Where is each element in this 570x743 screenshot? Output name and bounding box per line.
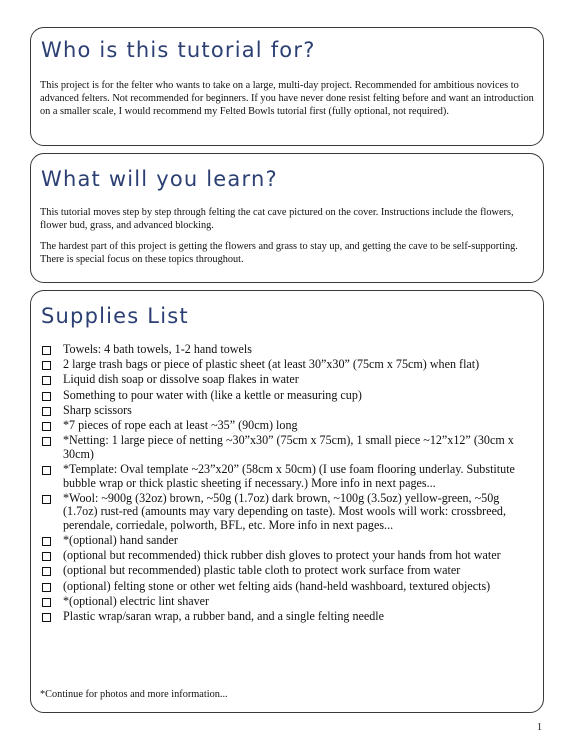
supply-item-text: Something to pour water with (like a kettle or measuring cup) — [63, 387, 362, 402]
intro-paragraph: This project is for the felter who wants to take on a large, multi-day project. Recommended for ambitious novices to advanced felters. Not recommended for beginners. If you have never done resist felting before and want an introduction on a smaller scale, I would recommend my Felted Bowls tutorial first (fully optional, not required). — [40, 80, 534, 117]
checkbox-icon — [42, 583, 51, 592]
intro-section — [30, 27, 544, 146]
supply-item — [41, 580, 535, 594]
learn-heading: What will you learn? — [41, 167, 278, 191]
page-number: 1 — [537, 722, 542, 733]
supply-item-text: *7 pieces of rope each at least ~35” (90cm) long — [63, 417, 298, 432]
supply-item-text: (optional) felting stone or other wet felting aids (hand-held washboard, textured objects) — [63, 578, 491, 593]
learn-paragraph-1: This tutorial moves step by step through felting the cat cave pictured on the cover. Instructions include the flowers, flower bud, grass, and advanced blocking. — [40, 207, 514, 231]
supply-item — [41, 419, 535, 433]
checkbox-icon — [42, 495, 51, 504]
supply-item-text: *Wool: ~900g (32oz) brown, ~50g (1.7oz) dark brown, ~100g (3.5oz) yellow-green, ~50g (1.7oz) rust-red (amounts may vary depending on taste). Most wools will work: crossbreed, perendale, corriedale, polworth, BFL, etc. More info in next pages... — [63, 490, 507, 532]
checkbox-icon — [42, 537, 51, 546]
supply-item — [41, 389, 535, 403]
supply-item — [41, 434, 535, 461]
supply-item-text: *Netting: 1 large piece of netting ~30”x30” (75cm x 75cm), 1 small piece ~12”x12” (30cm x 30cm) — [63, 433, 514, 461]
supply-item — [41, 463, 535, 490]
checkbox-icon — [42, 466, 51, 475]
supply-item — [41, 595, 535, 609]
checkbox-icon — [42, 422, 51, 431]
checkbox-icon — [42, 392, 51, 401]
supplies-section — [30, 290, 544, 713]
supply-item — [41, 564, 535, 578]
supply-item-text: Sharp scissors — [63, 402, 132, 417]
checkbox-icon — [42, 613, 51, 622]
supplies-list — [41, 343, 535, 625]
intro-heading: Who is this tutorial for? — [41, 38, 316, 62]
checkbox-icon — [42, 598, 51, 607]
supply-item — [41, 343, 535, 357]
continue-note: *Continue for photos and more information... — [40, 689, 228, 700]
supply-item-text: (optional but recommended) thick rubber dish gloves to protect your hands from hot water — [63, 548, 501, 563]
learn-paragraph-2: The hardest part of this project is getting the flowers and grass to stay up, and getting the cave to be self-supporting. There is special focus on these topics throughout. — [40, 241, 518, 265]
checkbox-icon — [42, 567, 51, 576]
supply-item — [41, 610, 535, 624]
supplies-heading: Supplies List — [41, 304, 189, 328]
supply-item-text: Towels: 4 bath towels, 1-2 hand towels — [63, 342, 252, 356]
supply-item-text: 2 large trash bags or piece of plastic sheet (at least 30”x30” (75cm x 75cm) when flat) — [63, 357, 480, 372]
checkbox-icon — [42, 361, 51, 370]
checkbox-icon — [42, 346, 51, 355]
learn-section — [30, 153, 544, 283]
supply-item-text: Plastic wrap/saran wrap, a rubber band, and a single felting needle — [63, 609, 385, 623]
supply-item — [41, 358, 535, 372]
checkbox-icon — [42, 376, 51, 385]
checkbox-icon — [42, 552, 51, 561]
supply-item-text: *(optional) electric lint shaver — [63, 593, 210, 608]
supply-item-text: *Template: Oval template ~23”x20” (58cm x 50cm) (I use foam flooring underlay. Substitute bubble wrap or thick plastic sheeting if necessary.) More info in next pages... — [63, 461, 515, 490]
supply-item — [41, 534, 535, 548]
supply-item — [41, 549, 535, 563]
checkbox-icon — [42, 407, 51, 416]
checkbox-icon — [42, 437, 51, 446]
supply-item — [41, 404, 535, 418]
supply-item-text: (optional but recommended) plastic table cloth to protect work surface from water — [63, 563, 461, 578]
supply-item — [41, 492, 535, 533]
supply-item-text: *(optional) hand sander — [63, 533, 178, 548]
supply-item — [41, 373, 535, 387]
supply-item-text: Liquid dish soap or dissolve soap flakes in water — [63, 372, 299, 387]
